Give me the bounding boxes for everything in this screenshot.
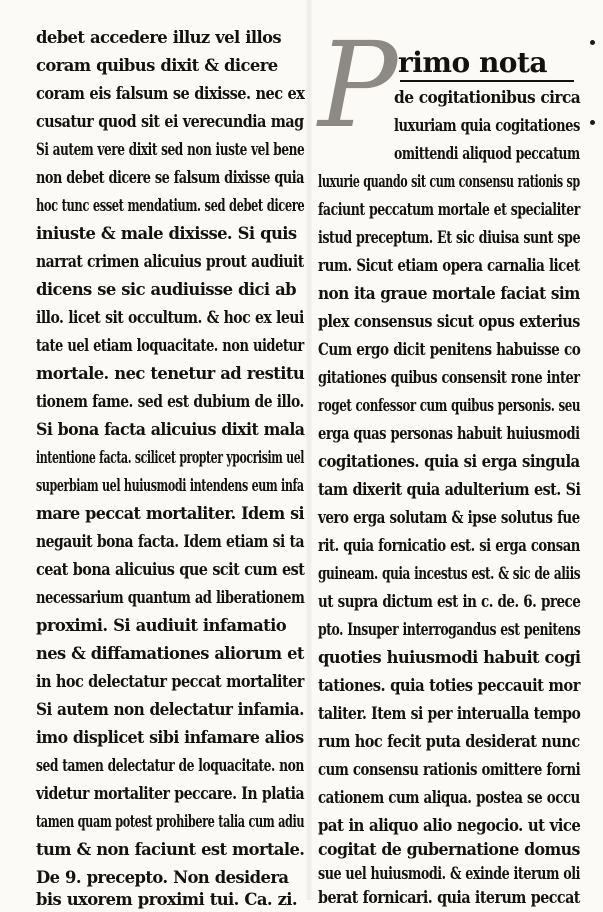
page-edge-mark bbox=[590, 120, 595, 125]
text-line: Si bona facta alicuius dixit mala bbox=[36, 420, 305, 439]
text-line: mare peccat mortaliter. Idem si bbox=[36, 504, 305, 523]
text-line: rum. Sicut etiam opera carnalia licet bbox=[318, 256, 580, 275]
heading-rule bbox=[400, 80, 574, 82]
text-line: tate uel etiam loquacitate. non uidetur bbox=[36, 336, 304, 355]
text-line: nes & diffamationes aliorum et bbox=[36, 644, 304, 663]
text-line: cogitationes. quia si erga singula bbox=[318, 452, 580, 471]
text-line: Si autem non delectatur infamia. bbox=[36, 700, 304, 719]
text-line: illo. licet sit occultum. & hoc ex leui bbox=[36, 308, 304, 327]
text-line: cum consensu rationis omittere forni bbox=[318, 760, 581, 779]
text-line: pat in aliquo alio negocio. ut vice bbox=[318, 816, 581, 835]
text-line: De 9. precepto. Non desidera bbox=[36, 868, 289, 887]
decorated-initial: P bbox=[318, 16, 398, 154]
text-line: istud preceptum. Et sic diuisa sunt spe bbox=[318, 228, 581, 247]
text-line: imo displicet sibi infamare alios bbox=[36, 728, 304, 747]
text-line: berat fornicari. quia iterum peccat bbox=[318, 888, 580, 907]
text-line: tum & non faciunt est mortale. bbox=[36, 840, 305, 859]
text-line: taliter. Item si per interualla tempo bbox=[318, 704, 581, 723]
text-line: coram eis falsum se dixisse. nec ex bbox=[36, 84, 305, 103]
text-line: mortale. nec tenetur ad restitu bbox=[36, 364, 305, 383]
text-line: proximi. Si audiuit infamatio bbox=[36, 616, 287, 635]
text-line: quoties huiusmodi habuit cogi bbox=[318, 648, 581, 667]
text-line: non ita graue mortale faciat sim bbox=[318, 284, 580, 303]
column-gutter bbox=[306, 0, 312, 900]
text-line: intentione facta. scilicet propter ypocrisim uel bbox=[36, 448, 305, 467]
page-edge-mark bbox=[590, 40, 595, 45]
text-line: pto. Insuper interrogandus est penitens bbox=[318, 620, 581, 639]
text-line: ut supra dictum est in c. de. 6. prece bbox=[318, 592, 581, 611]
text-line: necessarium quantum ad liberationem bbox=[36, 588, 305, 607]
text-line: de cogitationibus circa bbox=[394, 88, 581, 107]
text-line: rum hoc fecit puta desiderat nunc bbox=[318, 732, 580, 751]
text-line: cusatur quod sit ei verecundia mag bbox=[36, 112, 304, 131]
text-line: faciunt peccatum mortale et specialiter bbox=[318, 200, 580, 219]
text-line: in hoc delectatur peccat mortaliter bbox=[36, 672, 304, 691]
text-line: luxurie quando sit cum consensu rationis sp bbox=[318, 172, 580, 191]
text-line: vero erga solutam & ipse solutus fue bbox=[318, 508, 580, 527]
text-line: cationem cum aliqua. postea se occu bbox=[318, 788, 580, 807]
text-line: dicens se sic audiuisse dici ab bbox=[36, 280, 296, 299]
text-line: non debet dicere se falsum dixisse quia bbox=[36, 168, 304, 187]
text-line: tam dixerit quia adulterium est. Si bbox=[318, 480, 581, 499]
text-line: erga quas personas habuit huiusmodi bbox=[318, 424, 580, 443]
text-line: roget confessor cum quibus personis. seu bbox=[318, 396, 581, 415]
text-line: sue uel huiusmodi. & exinde iterum oli bbox=[318, 864, 580, 883]
text-line: Cum ergo dicit penitens habuisse co bbox=[318, 340, 581, 359]
text-line: iniuste & male dixisse. Si quis bbox=[36, 224, 297, 243]
text-line: bis uxorem proximi tui. Ca. zi. bbox=[36, 890, 298, 909]
text-line: tamen quam potest prohibere talia cum adiu bbox=[36, 812, 305, 831]
text-line: Si autem vere dixit sed non iuste vel bene bbox=[36, 140, 305, 159]
text-line: sed tamen delectatur de loquacitate. non bbox=[36, 756, 304, 775]
chapter-heading: rimo nota bbox=[398, 46, 548, 79]
text-line: tionem fame. sed est dubium de illo. bbox=[36, 392, 304, 411]
text-line: narrat crimen alicuius prout audiuit bbox=[36, 252, 304, 271]
text-line: superbiam uel huiusmodi intendens eum infa bbox=[36, 476, 304, 495]
text-line: tationes. quia toties peccauit mor bbox=[318, 676, 580, 695]
text-line: debet accedere illuz vel illos bbox=[36, 28, 282, 47]
text-line: omittendi aliquod peccatum bbox=[394, 144, 580, 163]
text-line: coram quibus dixit & dicere bbox=[36, 56, 278, 75]
text-line: negauit bona facta. Idem etiam si ta bbox=[36, 532, 304, 551]
text-line: luxuriam quia cogitationes bbox=[394, 116, 580, 135]
text-line: gitationes quibus consensit rone inter bbox=[318, 368, 580, 387]
text-line: ceat bona alicuius que scit cum est bbox=[36, 560, 305, 579]
text-line: videtur mortaliter peccare. In platia bbox=[36, 784, 305, 803]
text-line: guineam. quia incestus est. & sic de aliis bbox=[318, 564, 581, 583]
text-line: plex consensus sicut opus exterius bbox=[318, 312, 580, 331]
text-line: rit. quia fornicatio est. si erga consan bbox=[318, 536, 580, 555]
text-line: hoc tunc esset mendatium. sed debet dicere bbox=[36, 196, 305, 215]
text-line: cogitat de gubernatione domus bbox=[318, 840, 580, 859]
